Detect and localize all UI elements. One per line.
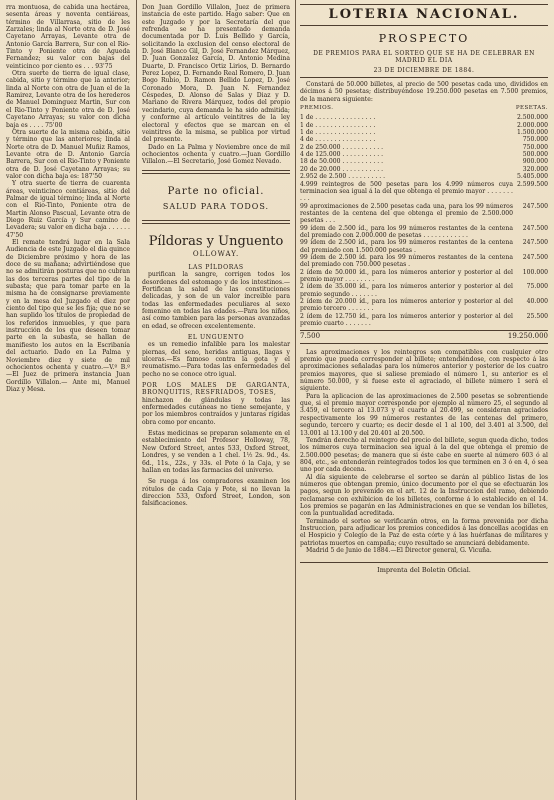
column-rule [295, 0, 296, 800]
prize-table-header [300, 105, 548, 112]
prize-label: 2.952 de 2.500 . . . . . . . . . . [300, 173, 386, 181]
column-left [6, 4, 130, 393]
ad-ointment-text: es un remedio infalible para los malestar piernas, del seno, heridas antiguas, llagas y ulceras.—Es famoso contra la gota y el reumatismo.—Para todas las enfermedades del pecho no se conoce otro igual. [142, 341, 290, 378]
prize-row [300, 144, 548, 151]
ad-title: Píldoras y Unguento [148, 233, 284, 249]
prize-label: 99 ídem de 2.500 íd. para los 99 números restantes de la centena del premiado con 750.000 pesetas . [300, 253, 513, 269]
prize-label: 99 ídem de 2.500 íd., para los 99 números restantes de la centena del premiado con 1.500.000 pesetas . [300, 239, 513, 254]
prize-label: 2 ídem de 12.750 íd., para los números anterior y posterior al del premio cuarto . . . . . . . [300, 312, 513, 328]
prize-row [300, 136, 548, 143]
prize-label: 2 ídem de 35.000 íd., para los números anterior y posterior al del premio segundo . . . . . . . [300, 283, 513, 298]
prize-amount: 5.405.000 [516, 173, 548, 181]
prize-total-row [300, 330, 548, 343]
prize-amount: 75.000 [526, 283, 548, 291]
prize-label: 2 de 250.000 . . . . . . . . . . . [300, 143, 384, 151]
intro-text: Constará de 50.000 billetes, al precio de 500 pesetas cada uno, divididos en décimos á 50 pesetas; distribuyéndose 19.250.000 pesetas en 7.500 premios, de la manera siguiente: [300, 81, 548, 103]
prize-amount: 2.500.000 [516, 114, 548, 122]
prize-row [300, 151, 548, 158]
prize-table [300, 114, 548, 327]
ad-throat-text: hinchazon de glándulas y todas las enfermedades cutáneas no tiene semejante, y por los miembros contraídos y juntaras rígidas obra como por encanto. [142, 396, 290, 426]
auction-paragraph: El remate tendrá lugar en la Sala Audiencia de este Juzgado el dia quince de Diciembre próximo y hora de las doce de su mañana; advirtiéndose que no se admitirán posturas que no cubran las dos terceras partes del tipo de la subasta; que para tomar parte en la misma ha de consignarse previamente y en la mesa del Juzgado el diez por ciento del tipo que se les fija; que no se han suplido los títulos de propiedad de los referidos inmuebles, y que para instrucción de los que deseen tomar parte en la subasta, se hallan de manifiesto los autos en la Escribanía del actuario. Dado en La Palma y Noviembre diez y siete de mil ochocientos ochenta y cuatro.—V.º B.º—El Juez de primera instancia Juan Gordillo Villalon.— Ante mi, Manuel Diaz y Mesa. [6, 239, 130, 393]
property-paragraph: Otra suerte de la misma cabida, sitio y término que las anteriores; linda al Norte otra de D. Manuel Muñiz Ramos, Levante otra de D. Antonio García Barrera, Sur con el Rio-Tinto y Poniente otra de D. José Cayetano Arrayas; su valor con dicha baja es: 187'50 [6, 128, 130, 180]
prize-amount: 247.500 [522, 202, 548, 210]
prize-amount: 247.500 [522, 239, 548, 247]
edict-date: Dado en La Palma y Noviembre once de mil ochocientos ochenta y cuatro.—Juan Gordillo Villalon.—El Secretario, José Gomez Nevado. [142, 143, 290, 166]
divider [142, 220, 290, 224]
body-text: Al día siguiente de celebrarse el sorteo se darán al público listas de los números que obtengan premio, único documento por el que se efectuarán los pagos, segun lo prevenido en el art. 12 de la Instruccion del ramo, debiendo reclamarse con exhibicion de los billetes, conforme á lo establecido en el 14. Los premios se pagarán en las Administraciones en que se vendan los billetes, con la puntualidad acreditada. [300, 473, 548, 518]
prize-amount: 247.500 [522, 224, 548, 232]
header-prizes: PREMIOS. [300, 105, 334, 112]
prize-amount: 1.500.000 [516, 129, 548, 137]
total-count: 7.500 [300, 332, 321, 341]
prize-amount: 25.500 [526, 312, 548, 320]
prize-row [300, 283, 548, 298]
ad-pills-text: purifican la sangre, corrigen todos los desordenes del estomago y de los intestinos.—Fortifican la salud de las constituciones delicadas, y son de un valor increible para todas las enfermedades peculiares al sexo femenino en todas las edades.—Para los niños, así como tambien para las personas avanzadas en edad, se ofrecen excelentemente. [142, 271, 290, 330]
ad-brand: OLLOWAY. [192, 249, 240, 258]
lottery-title: LOTERIA NACIONAL. [328, 7, 520, 22]
ad-subhead: EL UNGUENTO [187, 334, 245, 341]
prize-row [300, 239, 548, 254]
prize-label: 99 aproximaciones de 2.500 pesetas cada una, para los 99 números restantes de la centena del que obtenga el premio de 2.500.000 pesetas . . . [300, 202, 513, 225]
divider [300, 4, 548, 5]
prize-amount: 750.000 [522, 136, 548, 144]
prize-amount: 247.500 [522, 253, 548, 261]
prize-label: 2 ídem de 50.000 íd., para los números anterior y posterior al del premio mayor . . . . . . . . [300, 268, 513, 283]
prospect-lead: DE PREMIOS PARA EL SORTEO QUE SE HA DE CELEBRAR EN MADRID EL DIA [313, 50, 535, 65]
prize-amount: 40.000 [526, 298, 548, 305]
prize-amount: 2.000.000 [516, 121, 548, 129]
prize-row [300, 122, 548, 129]
prize-row [300, 254, 548, 269]
property-paragraph: Otra suerte de tierra de igual clase, cabida, sitio y término que la anterior; linda al Norte con otra de Juan el de la Ramirez, Levante otra de los herederos de Manuel Dominguez Martin, Sur con el Rio-Tinto y Poniente otra de D. José Cayetano Arrayas; su valor con dicha baja es . . . . 75'00 [6, 70, 130, 129]
prize-amount: 750.000 [522, 143, 548, 151]
prospect-title: PROSPECTO [378, 32, 470, 45]
prize-label: 4 de 125.000 . . . . . . . . . . . [300, 151, 384, 159]
prize-row [300, 158, 548, 165]
prize-row [300, 166, 548, 173]
divider [300, 77, 548, 78]
divider [300, 25, 548, 26]
column-right [300, 4, 548, 575]
ad-warning-text: Se ruega á los compradores examinen los rótulos de cada Caja y Pote, si no llevan la direccion 533, Oxford Street, London, son falsificaciones. [142, 478, 290, 508]
ad-subhead: POR LOS MALES DE GARGANTA, BRONQUITIS, RESFRIADOS, TOSES, [142, 382, 290, 397]
body-text: Para la aplicacion de las aproximaciones de 2.500 pesetas se sobrentiende que, si el premio mayor corresponde por ejemplo al número 25, el segundo al 3.459, el tercero al 13.073 y el cuarto al 20.499, se consideran agraciados respectivamente los 99 números restantes de las centenas del primero, segundo, tercero y cuarto; es decir desde el 1 al 100, del 3.401 al 3.500, del 13.001 al 13.100 y del 20.401 al 20.500. [300, 392, 548, 437]
prize-amount: 2.599.500 [516, 180, 548, 188]
prize-label: 4.999 reintegros de 500 pesetas para los 4.999 números cuya terminacion sea igual á la del que obtenga el premio mayor . . . . . . . . . . [300, 180, 513, 203]
edict-text: Don Juan Gordillo Villalon, Juez de primera instancia de este partido. Hago saber: Que en este Juzgado y por la Secretaría del que refrenda se ha presentado demanda documentada por D. Luis Bellido y García, solicitando la exclusion del censo electoral de D. José Blanco Gil, D. José Fernandez Márquez, D. Juan Gonzalez García, D. Antonio Medina Duarte, D. Francisco Ortiz Lirios, D. Bernardo Perez Lopez, D. Fernando Real Romero, D. Juan Bogo Rubio, D. Ramon Bellido Lopez, D. José Coronado Mora, D. Juan N. Fernandez Céspedes, D. Alonso de Salas y Diaz y D. Mariano de Rivera Márquez, todos del propio vecindario, cuya demanda le ha sido admitida; y conforme al artículo veintitres de la ley electoral y efectos que se marcan en el veintitres de la misma, se publica por virtud del presente. [142, 4, 290, 144]
signature: Madrid 5 de Junio de 1884.—El Director general, G. Vicuña. [306, 547, 492, 554]
prize-amount: 100.000 [522, 268, 548, 276]
prize-row [300, 313, 548, 328]
prize-label: 1 de . . . . . . . . . . . . . . . . [300, 129, 376, 137]
body-text: Terminado el sorteo se verificarán otros, en la forma prevenida por dicha Instruccion, para adjudicar los premios concedidos á las doncellas acogidas en el Hospicio y Colegio de la Paz de esta córte y á las huérfanas de militares y patriotas muertos en campaña; cuyo resultado se anunciará debidamente. [300, 517, 548, 547]
draw-date: 23 DE DICIEMBRE DE 1884. [373, 66, 475, 74]
prize-amount: 900.000 [522, 158, 548, 166]
printer-footer: Imprenta del Boletin Oficial. [300, 562, 548, 574]
divider [142, 170, 290, 174]
prize-row [300, 269, 548, 284]
property-paragraph: rra montuosa, de cabida una hectárea, sesenta áreas y noventa centiáreas, término de Villarrasa, sitio de les Zarzales; linda al Norte otra de D. José Cayetano Arrayas, Levante otra de Antonio García Barrera, Sur con el Rio-Tinto y Poniente otra de Agueda Fernandez; su valor con bajas del veinticinco por ciento es . . . 93'75 [6, 4, 130, 70]
ad-subhead: LAS PÍLDORAS [188, 263, 244, 271]
body-text: Las aproximaciones y los reintegros son compatibles con cualquier otro premio que pueda corresponder al billete; entendiéndose, con respecto á las aproximaciones señaladas para los números anterior y posterior de los cuatro premios mayores, que si saliese premiado el número 1, su anterior es el número 50.000, y si fuese este el agraciado, el billete número 1 será el siguiente. [300, 348, 548, 393]
prize-row [300, 129, 548, 136]
prize-row [300, 225, 548, 240]
section-subtitle: SALUD PARA TODOS. [162, 201, 270, 211]
prize-label: 18 de 50.000 . . . . . . . . . . . [300, 158, 384, 166]
section-title: Parte no oficial. [167, 185, 265, 197]
column-rule [136, 0, 137, 800]
prize-label: 1 de . . . . . . . . . . . . . . . . [300, 114, 376, 122]
prize-row [300, 114, 548, 121]
prize-label: 2 ídem de 20.000 íd., para los números anterior y posterior al del premio tercero . . . . . . . [300, 298, 513, 313]
prize-row [300, 181, 548, 203]
column-middle [142, 4, 290, 508]
prize-amount: 320.000 [522, 165, 548, 173]
prize-label: 20 de 20.000 . . . . . . . . . . . [300, 165, 384, 173]
prize-amount: 500.000 [522, 151, 548, 159]
header-pesetas: PESETAS. [515, 105, 548, 112]
ad-prep-text: Estas medicinas se preparan solamente en el establecimiento del Profesor Holloway, 78, New Oxford Street, antes 533, Oxford Street, Londres, y se venden a 1 chel. 1½ 2s. 9d., 4s. 6d., 11s., 22s., y 33s. el Pote ó la Caja, y se hallan en todas las farmacias del universo. [142, 430, 290, 474]
property-paragraph: Y otra suerte de tierra de cuarenta áreas, veinticinco centiáreas, sitio del Palmar de igual término; linda al Norte con el Rio-Tinto, Poniente otra de Martin Alonso Pascual, Levante otra de Diego Ruiz García y Sur camino de Levadera; su valor en dicha baja . . . . . . 47'50 [6, 180, 130, 239]
prize-row [300, 203, 548, 225]
body-text: Tendrán derecho al reintegro del precio del billete, segun queda dicho, todos los números cuya terminacion sea igual á la del que obtenga el premio de 2.500.000 pesetas; de manera que si éste cabe en suerte al número 603 ó al 804, etc., se entenderán reintegrados todos los que terminen en 3 ó en 4, ó sea uno por cada decena. [300, 436, 548, 474]
prize-label: 4 de . . . . . . . . . . . . . . . . [300, 136, 376, 144]
prize-label: 99 ídem de 2.500 íd., para los 99 números restantes de la centena del premiado con 2.000.000 de pesetas . . . . . . . . . . . . [300, 224, 513, 239]
prize-row [300, 298, 548, 313]
prize-label: 1 de . . . . . . . . . . . . . . . . [300, 121, 376, 129]
prize-row [300, 173, 548, 180]
total-amount: 19.250.000 [507, 332, 548, 341]
